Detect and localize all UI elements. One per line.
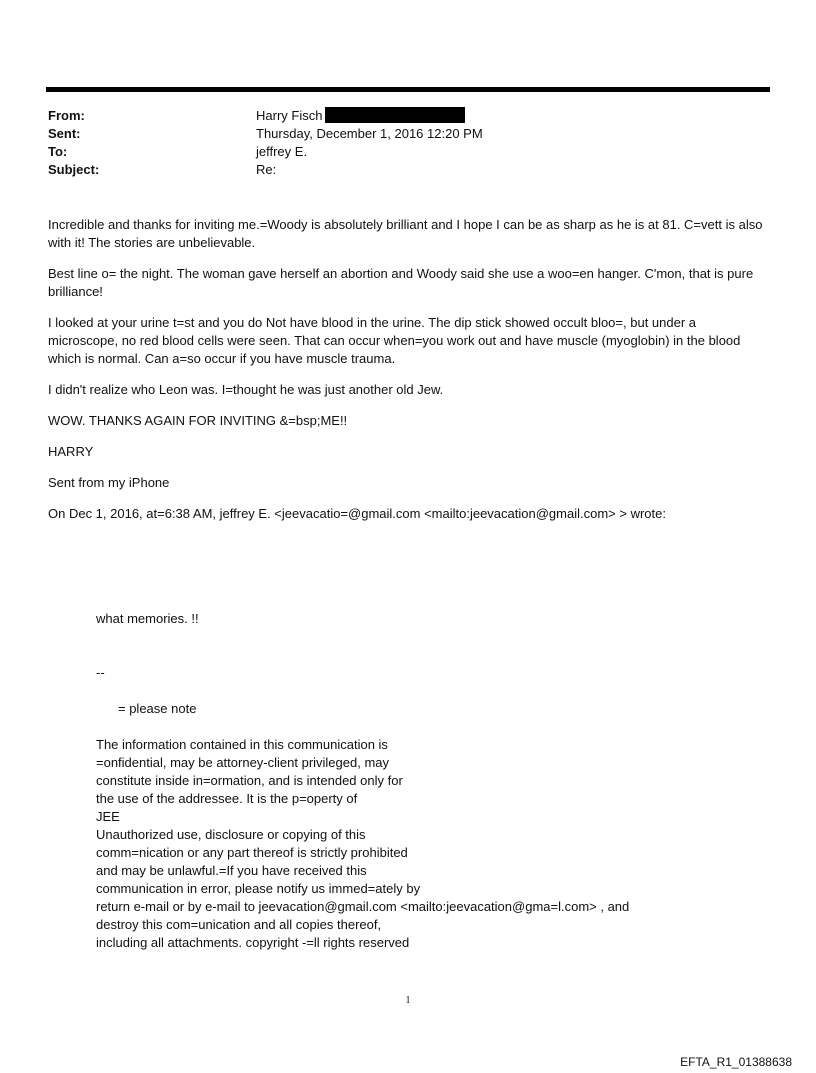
disclaimer-line: the use of the addressee. It is the p=operty of bbox=[96, 791, 358, 806]
body-paragraph: Incredible and thanks for inviting me.=Woody is absolutely brilliant and I hope I can be as sharp as he is at 81. C=vett is also with it! The stories are unbelievable. bbox=[48, 217, 763, 250]
quoted-please-note: = please note bbox=[118, 701, 197, 716]
page-number: 1 bbox=[405, 995, 411, 1006]
disclaimer-line: comm=nication or any part thereof is strictly prohibited bbox=[96, 845, 408, 860]
header-rule bbox=[46, 87, 770, 92]
disclaimer-line: The information contained in this communication is bbox=[96, 737, 388, 752]
redaction-box bbox=[325, 107, 465, 123]
body-paragraph: I didn't realize who Leon was. I=thought he was just another old Jew. bbox=[48, 382, 444, 397]
sent-from-line: Sent from my iPhone bbox=[48, 475, 170, 490]
disclaimer-line: including all attachments. copyright -=ll rights reserved bbox=[96, 935, 410, 950]
body-paragraph: WOW. THANKS AGAIN FOR INVITING &=bsp;ME!! bbox=[48, 413, 348, 428]
reply-attribution: On Dec 1, 2016, at=6:38 AM, jeffrey E. <jeevacatio=@gmail.com <mailto:jeevacation@gmail.com> > wrote: bbox=[48, 506, 666, 521]
body-paragraph: I looked at your urine t=st and you do Not have blood in the urine. The dip stick showed occult bloo=, but under a microscope, no red blood cells were seen. That can occur when=you work out and have muscle (myoglobin) in the blood which is normal. Can a=so occur if you have muscle trauma. bbox=[48, 315, 741, 366]
disclaimer-line: Unauthorized use, disclosure or copying of this bbox=[96, 827, 366, 842]
to-label: To: bbox=[48, 144, 68, 159]
from-name: Harry Fisch bbox=[256, 108, 323, 123]
to-value: jeffrey E. bbox=[256, 144, 308, 159]
sent-value: Thursday, December 1, 2016 12:20 PM bbox=[256, 126, 483, 141]
subject-label: Subject: bbox=[48, 162, 100, 177]
disclaimer-line: =onfidential, may be attorney-client privileged, may bbox=[96, 755, 390, 770]
disclaimer-line: destroy this com=unication and all copies thereof, bbox=[96, 917, 382, 932]
email-body bbox=[48, 216, 768, 536]
disclaimer-line: constitute inside in=ormation, and is intended only for bbox=[96, 773, 403, 788]
quoted-dashes: -- bbox=[96, 665, 105, 680]
disclaimer-line: JEE bbox=[96, 809, 120, 824]
disclaimer-block bbox=[96, 736, 716, 952]
bates-number: EFTA_R1_01388638 bbox=[680, 1055, 792, 1069]
disclaimer-line: return e-mail or by e-mail to jeevacation@gmail.com <mailto:jeevacation@gma=l.com> , and bbox=[96, 899, 630, 914]
to-row bbox=[48, 143, 748, 161]
email-header bbox=[48, 107, 748, 179]
signature: HARRY bbox=[48, 444, 94, 459]
from-row bbox=[48, 107, 748, 125]
disclaimer-line: and may be unlawful.=If you have received this bbox=[96, 863, 367, 878]
from-value bbox=[256, 107, 465, 125]
subject-row bbox=[48, 161, 748, 179]
quoted-memories: what memories. !! bbox=[96, 611, 199, 626]
subject-value: Re: bbox=[256, 162, 277, 177]
from-label: From: bbox=[48, 108, 85, 123]
disclaimer-line: communication in error, please notify us immed=ately by bbox=[96, 881, 421, 896]
body-paragraph: Best line o= the night. The woman gave herself an abortion and Woody said she use a woo=en hanger. C'mon, that is pure brilliance! bbox=[48, 266, 754, 299]
sent-row bbox=[48, 125, 748, 143]
sent-label: Sent: bbox=[48, 126, 81, 141]
